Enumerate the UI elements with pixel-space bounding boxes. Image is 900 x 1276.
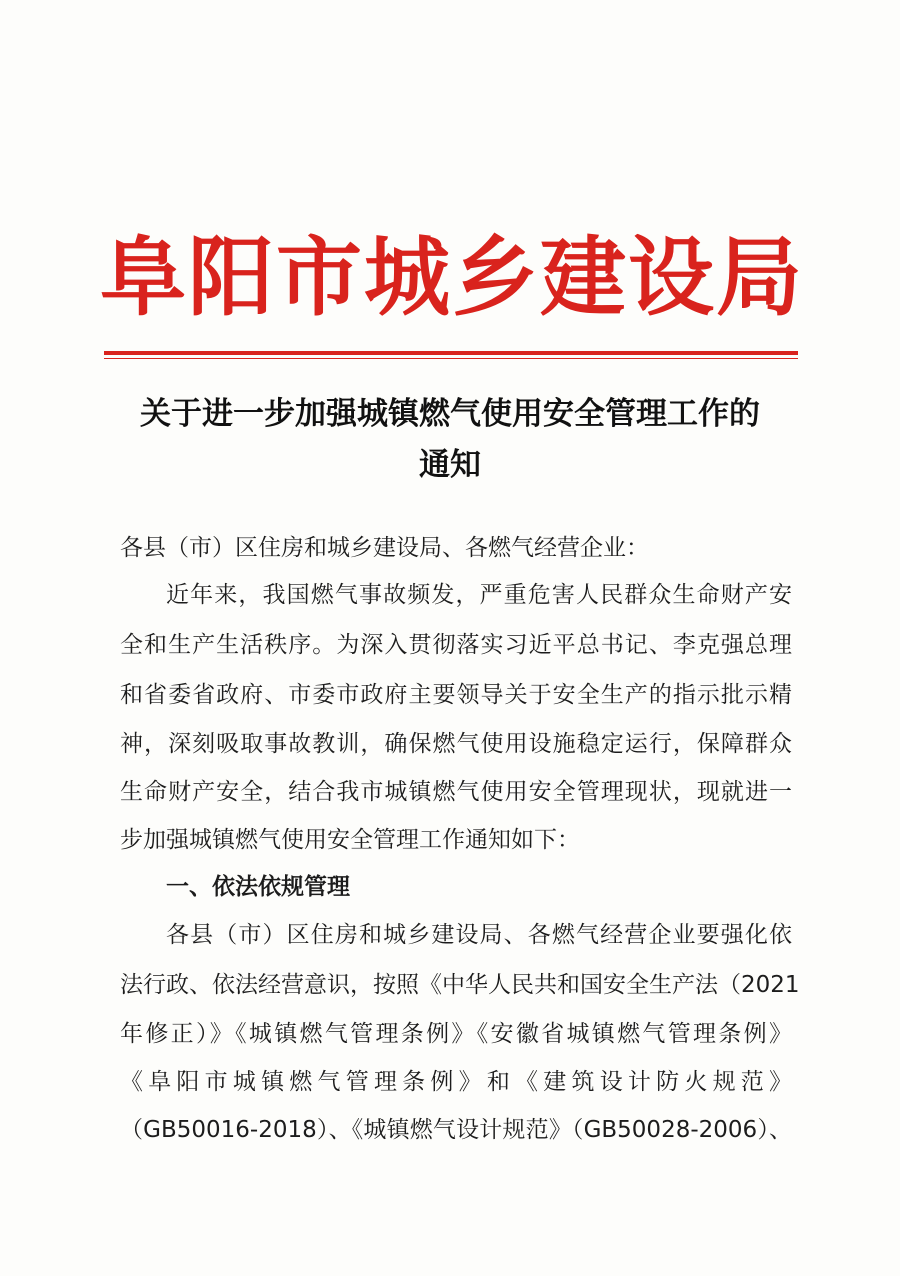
- paragraph2-line: 各县（市）区住房和城乡建设局、各燃气经营企业要强化依: [166, 922, 792, 948]
- document-title-line-2: 通知: [419, 447, 481, 483]
- document-title-line-1: 关于进一步加强城镇燃气使用安全管理工作的: [140, 396, 760, 432]
- paragraph1-line: 近年来，我国燃气事故频发，严重危害人民群众生命财产安: [166, 582, 792, 608]
- letterhead-rule-thin: [104, 358, 798, 359]
- paragraph1-line: 神，深刻吸取事故教训，确保燃气使用设施稳定运行，保障群众: [120, 731, 792, 757]
- paragraph2-line: 《阜阳市城镇燃气管理条例》和《建筑设计防火规范》: [120, 1069, 792, 1095]
- paragraph2-line: 法行政、依法经营意识，按照《中华人民共和国安全生产法（2021: [120, 972, 800, 998]
- salutation: 各县（市）区住房和城乡建设局、各燃气经营企业：: [120, 535, 649, 561]
- paragraph1-line: 和省委省政府、市委市政府主要领导关于安全生产的指示批示精: [120, 682, 792, 708]
- paragraph2-line: 年修正）》《城镇燃气管理条例》《安徽省城镇燃气管理条例》: [120, 1021, 792, 1047]
- paragraph1-line: 步加强城镇燃气使用安全管理工作通知如下：: [120, 827, 580, 853]
- agency-letterhead: 阜阳市城乡建设局: [100, 228, 804, 328]
- paragraph1-line: 生命财产安全，结合我市城镇燃气使用安全管理现状，现就进一: [120, 779, 792, 805]
- section-heading: 一、依法依规管理: [166, 874, 350, 900]
- paragraph1-line: 全和生产生活秩序。为深入贯彻落实习近平总书记、李克强总理: [120, 632, 792, 658]
- letterhead-rule-thick: [104, 351, 798, 355]
- paragraph2-line: （GB50016-2018）、《城镇燃气设计规范》（GB50028-2006）、: [120, 1117, 792, 1143]
